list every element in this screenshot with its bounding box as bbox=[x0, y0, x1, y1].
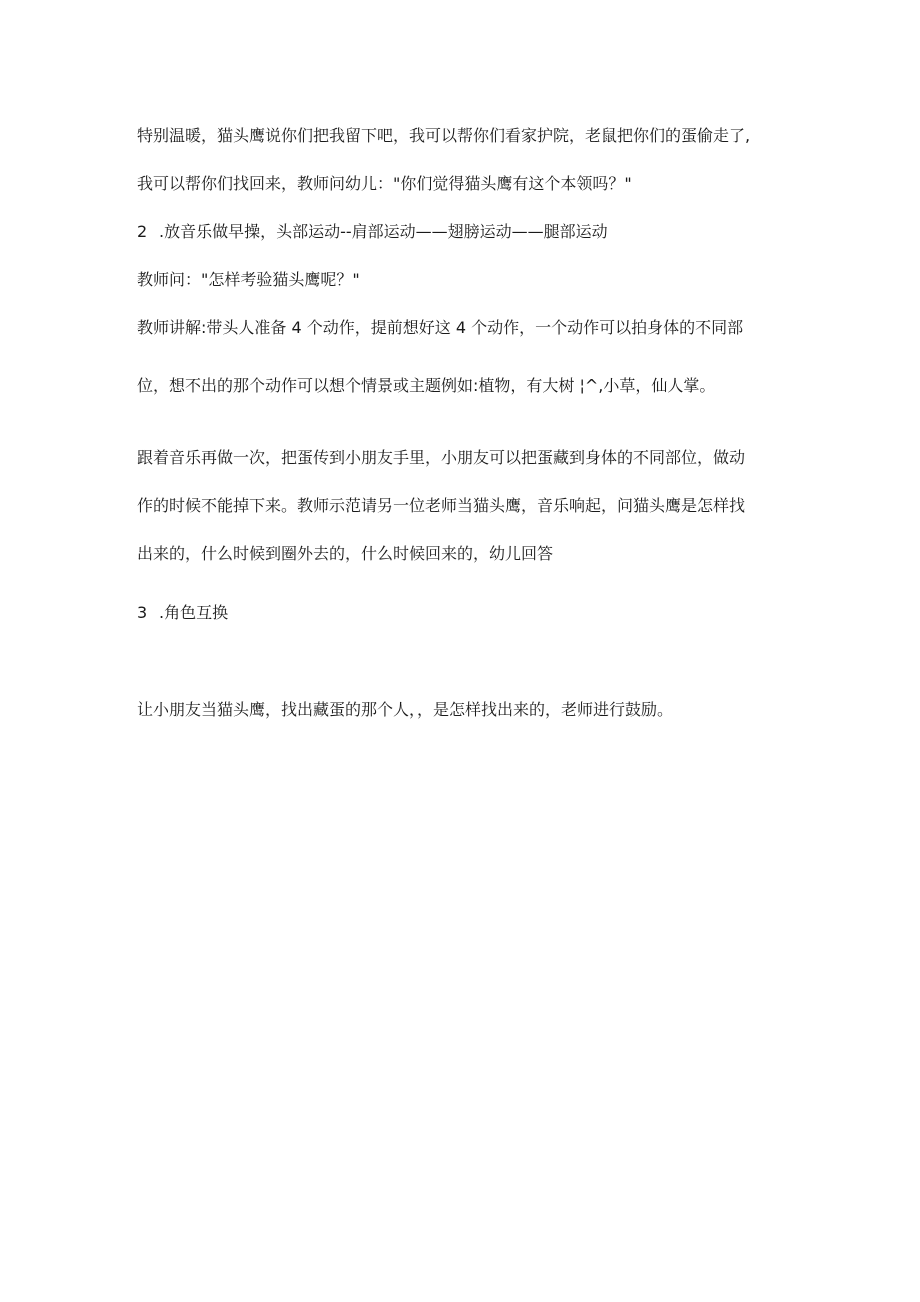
paragraph-line-1: 特别温暖，猫头鹰说你们把我留下吧，我可以帮你们看家护院，老鼠把你们的蛋偷走了, bbox=[137, 126, 751, 145]
paragraph-line-6: 跟着音乐再做一次，把蛋传到小朋友手里，小朋友可以把蛋藏到身体的不同部位，做动 bbox=[137, 448, 746, 467]
paragraph-line-8: 出来的，什么时候到圈外去的，什么时候回来的，幼儿回答 bbox=[137, 544, 554, 563]
paragraph-line-5: 位，想不出的那个动作可以想个情景或主题例如:植物，有大树 ¦^,小草，仙人掌。 bbox=[137, 376, 716, 395]
paragraph-line-7: 作的时候不能掉下来。教师示范请另一位老师当猫头鹰，音乐响起，问猫头鹰是怎样找 bbox=[137, 496, 746, 515]
list-item-2 bbox=[137, 222, 608, 242]
list-item-3 bbox=[137, 603, 228, 623]
paragraph-line-2: 我可以帮你们找回来，教师问幼儿："你们觉得猫头鹰有这个本领吗？" bbox=[137, 174, 632, 193]
paragraph-line-9: 让小朋友当猫头鹰，找出藏蛋的那个人，，是怎样找出来的，老师进行鼓励。 bbox=[137, 700, 674, 719]
list-item-text: .角色互换 bbox=[159, 603, 229, 622]
paragraph-line-3: 教师问："怎样考验猫头鹰呢？" bbox=[137, 270, 360, 289]
list-item-text: .放音乐做早操，头部运动--肩部运动——翅膀运动——腿部运动 bbox=[159, 222, 608, 241]
list-number: 2 bbox=[137, 222, 148, 241]
paragraph-line-4: 教师讲解:带头人准备 4 个动作，提前想好这 4 个动作，一个动作可以拍身体的不同部 bbox=[137, 318, 744, 337]
list-number: 3 bbox=[137, 603, 148, 622]
